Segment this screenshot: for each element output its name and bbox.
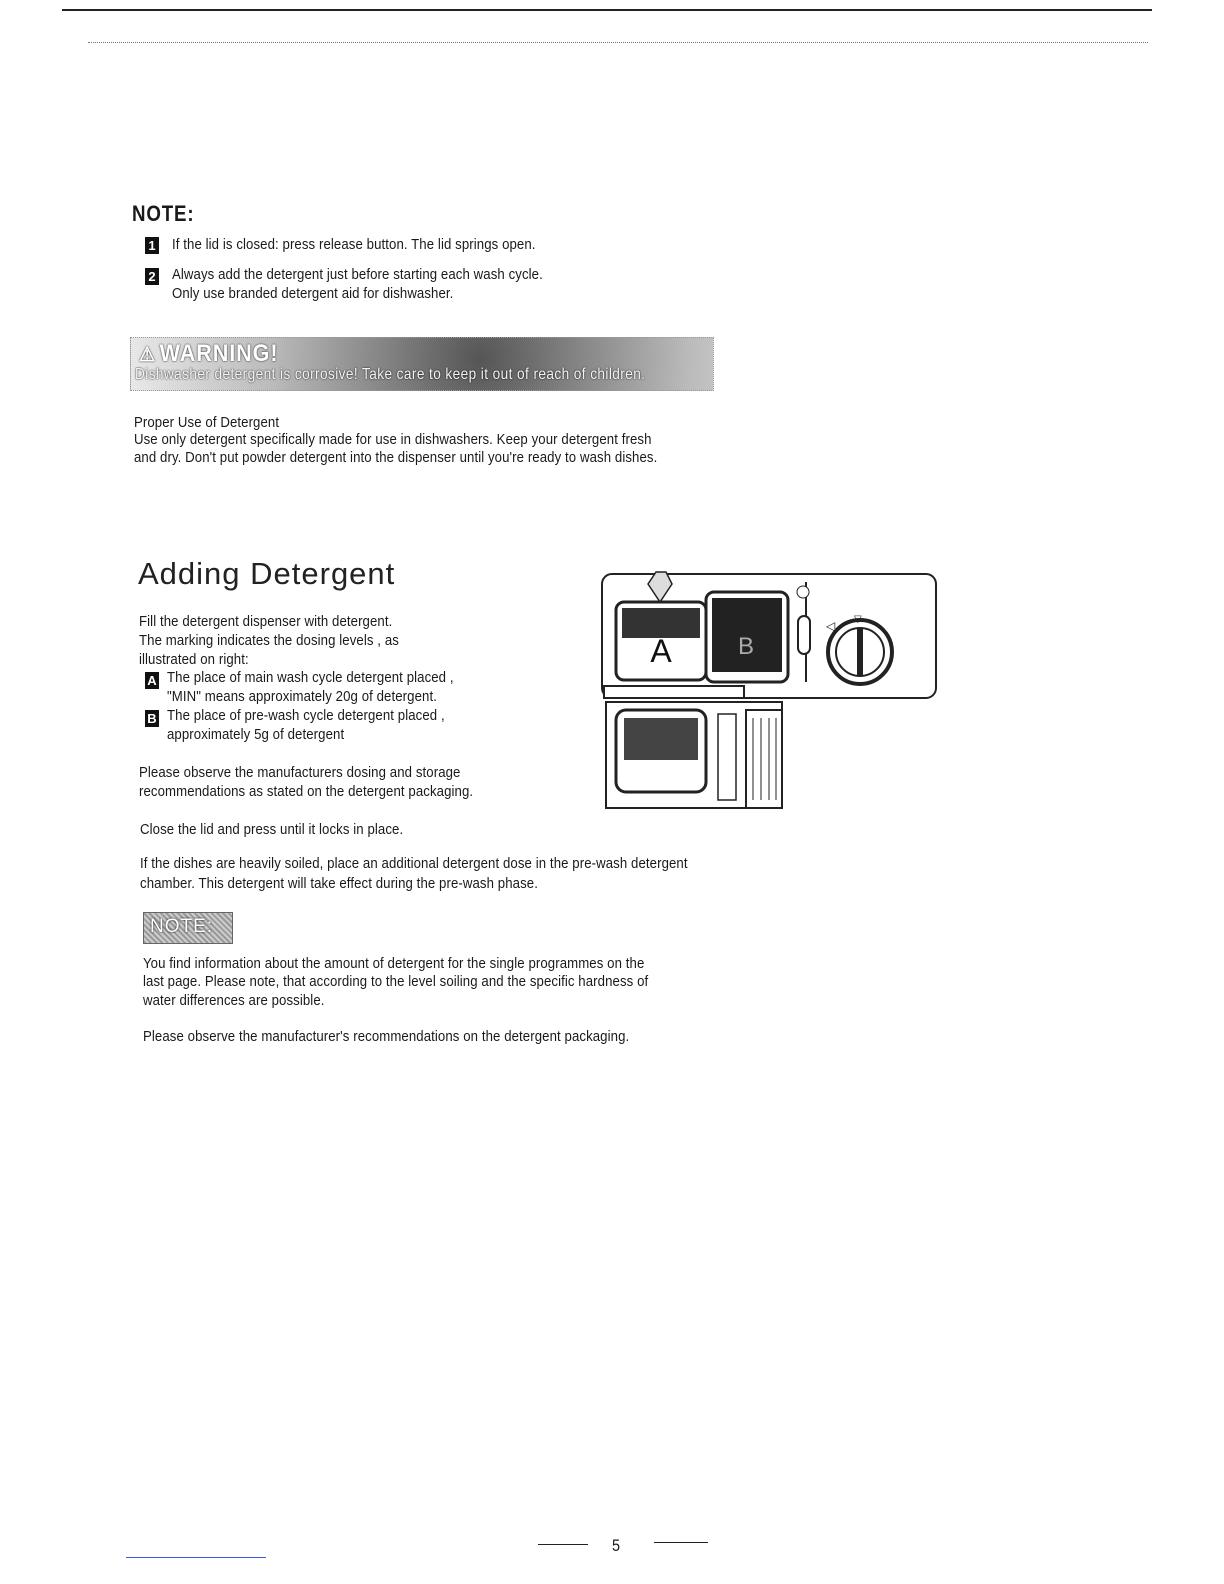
note-label-box bbox=[143, 912, 233, 944]
note-item-2-line-1: Always add the detergent just before starting each wash cycle. bbox=[172, 266, 543, 283]
intro-line-3: illustrated on right: bbox=[139, 651, 249, 668]
intro-line-1: Fill the detergent dispenser with detergent. bbox=[139, 613, 393, 630]
page-dash-right bbox=[654, 1542, 708, 1543]
proper-use-line-1: Use only detergent specifically made for use in dishwashers. Keep your detergent fresh bbox=[134, 431, 652, 448]
note2-line-1: You find information about the amount of detergent for the single programmes on the bbox=[143, 955, 645, 972]
item-b-line-1: The place of pre-wash cycle detergent placed , bbox=[167, 707, 445, 724]
note2-line-2: last page. Please note, that according to the level soiling and the specific hardness of bbox=[143, 973, 649, 990]
page-number: 5 bbox=[612, 1536, 621, 1555]
warning-text: Dishwasher detergent is corrosive! Take care to keep it out of reach of children. bbox=[135, 366, 646, 383]
arrow-down-icon: ▽ bbox=[854, 614, 862, 625]
observe-line-2: recommendations as stated on the detergent packaging. bbox=[139, 783, 474, 800]
number-badge-2: 2 bbox=[145, 268, 159, 285]
proper-use-line-2: and dry. Don't put powder detergent into the dispenser until you're ready to wash dishes. bbox=[134, 449, 658, 466]
note2-final: Please observe the manufacturer's recommendations on the detergent packaging. bbox=[143, 1028, 630, 1045]
intro-line-2: The marking indicates the dosing levels , as bbox=[139, 632, 399, 649]
arrow-left-icon: ◁ bbox=[826, 619, 836, 633]
observe-line-1: Please observe the manufacturers dosing and storage bbox=[139, 764, 461, 781]
number-badge-1: 1 bbox=[145, 237, 159, 254]
diagram-label-b: B bbox=[737, 633, 755, 660]
note2-line-3: water differences are possible. bbox=[143, 992, 325, 1009]
rinse-aid-window bbox=[798, 616, 810, 654]
note-item-2-line-2: Only use branded detergent aid for dishwasher. bbox=[172, 285, 454, 302]
note-title: NOTE: bbox=[132, 201, 195, 226]
note-label: NOTE: bbox=[150, 916, 214, 937]
warning-banner bbox=[130, 337, 714, 391]
warning-title: WARNING! bbox=[159, 340, 279, 367]
indicator-light-icon bbox=[797, 586, 809, 598]
label-badge-a: A bbox=[145, 672, 159, 689]
heavy-soil-line-2: chamber. This detergent will take effect during the pre-wash phase. bbox=[140, 875, 538, 892]
blue-footer-line bbox=[126, 1557, 266, 1558]
adding-detergent-heading: Adding Detergent bbox=[138, 556, 396, 591]
label-badge-b: B bbox=[145, 710, 159, 727]
item-a-line-1: The place of main wash cycle detergent placed , bbox=[167, 669, 454, 686]
heavy-soil-line-1: If the dishes are heavily soiled, place an additional detergent dose in the pre-wash detergent bbox=[140, 855, 688, 872]
diagram-label-a: A bbox=[650, 633, 672, 669]
page-dash-left bbox=[538, 1544, 588, 1545]
item-a-line-2: "MIN" means approximately 20g of detergent. bbox=[167, 688, 437, 705]
dotted-rule bbox=[88, 42, 1148, 43]
proper-use-title: Proper Use of Detergent bbox=[134, 414, 280, 431]
note-item-1-text: If the lid is closed: press release button. The lid springs open. bbox=[172, 236, 536, 253]
top-rule bbox=[62, 9, 1152, 11]
warning-triangle-icon: ⚠ bbox=[139, 344, 157, 366]
item-b-line-2: approximately 5g of detergent bbox=[167, 726, 345, 743]
close-lid-text: Close the lid and press until it locks in place. bbox=[140, 821, 404, 838]
dispenser-diagram bbox=[598, 562, 940, 814]
